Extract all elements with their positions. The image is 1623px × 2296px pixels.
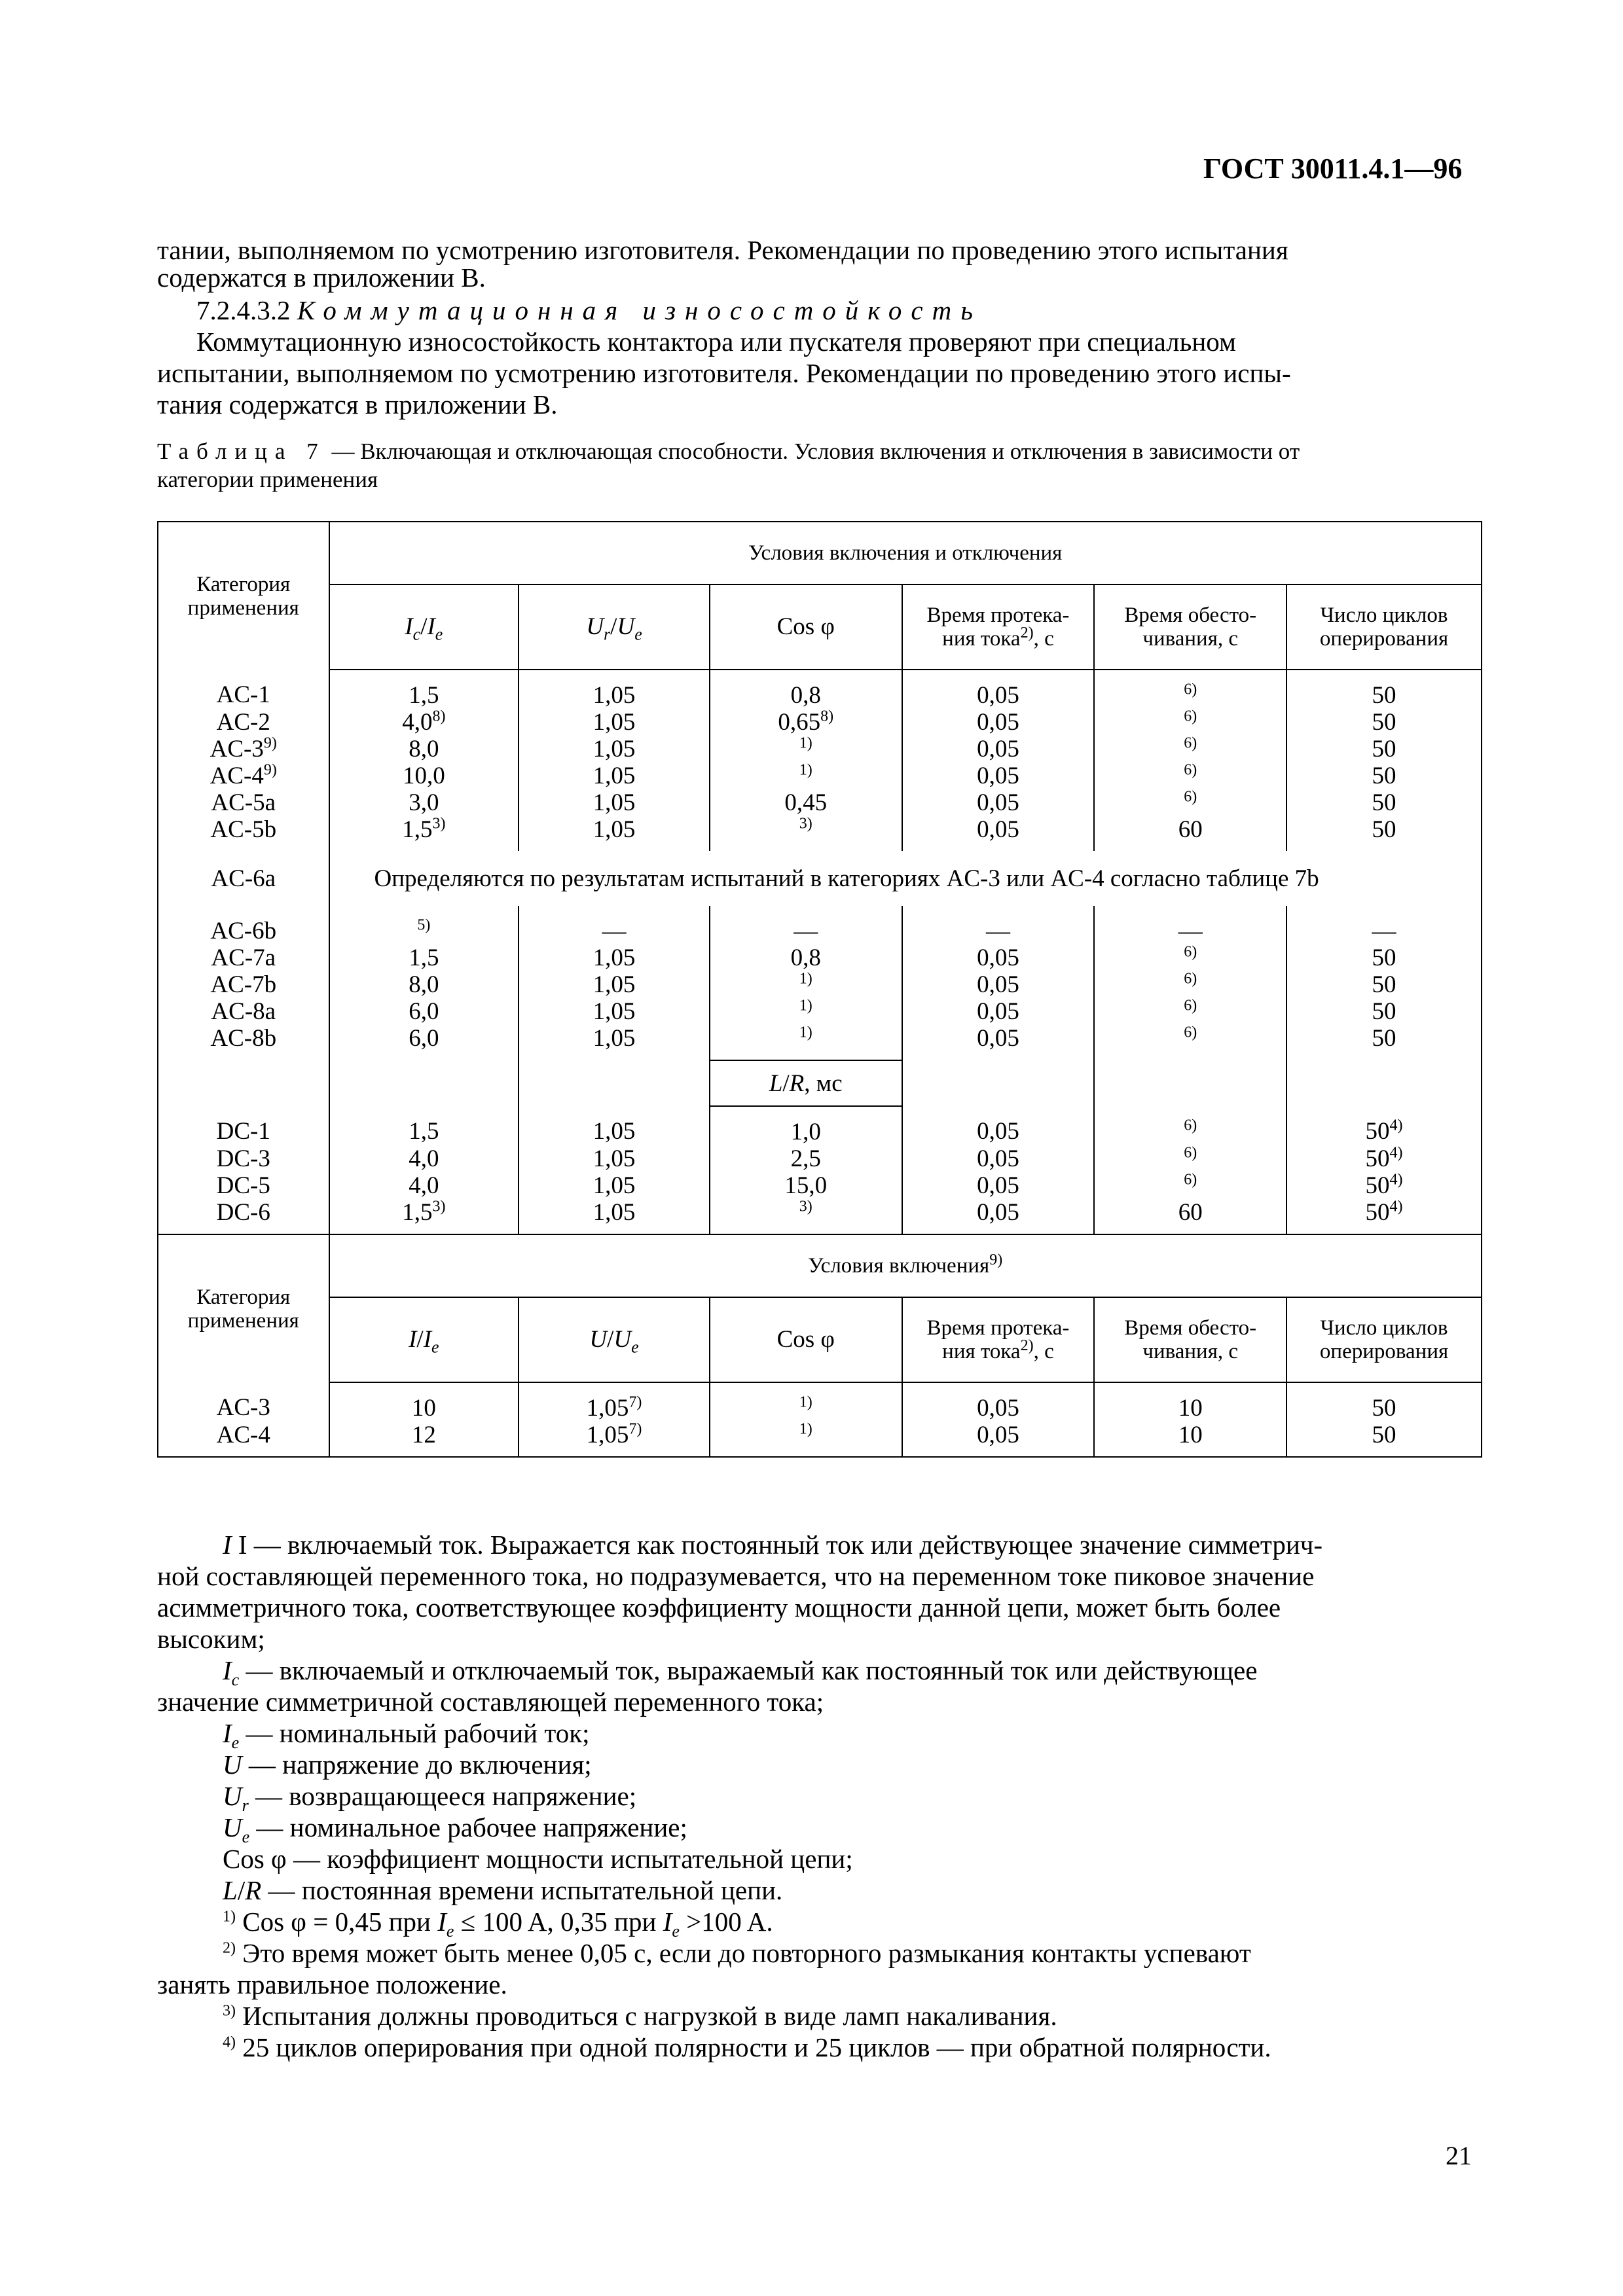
cell-current-ratio: 1,5$^{3)}$ <box>329 816 519 851</box>
intro-p2-line2: испытании, выполняемом по усмотрению изготовителя. Рекомендации по проведению этого испы- <box>157 358 1291 388</box>
col-header-ic-ie: $I_c/I_e$ <box>329 584 519 670</box>
category-header-2: Категория применения <box>158 1234 329 1382</box>
cell-current-ratio: 4,0 <box>329 1145 519 1172</box>
cell-recovery: 6) <box>1094 1145 1286 1172</box>
cell-recovery: 10 <box>1094 1382 1286 1422</box>
cell-time: 0,05 <box>902 1199 1095 1234</box>
cell-recovery: 6) <box>1094 736 1286 762</box>
col-header-cycles: Число циклов оперирования <box>1286 584 1482 670</box>
legend-ic: $I_c$ — включаемый и отключаемый ток, выражаемый как постоянный ток или действующее <box>223 1655 1258 1690</box>
cell-recovery: 6) <box>1094 762 1286 789</box>
cell-cycles: 50$^{4)}$ <box>1286 1145 1482 1172</box>
cell-recovery: 6) <box>1094 789 1286 816</box>
cell-current-ratio: 4,0 <box>329 1172 519 1199</box>
intro-p2-line1: Коммутационную износостойкость контактора или пускателя проверяют при специальном <box>196 327 1236 357</box>
cell-recovery: 6) <box>1094 944 1286 971</box>
page-number: 21 <box>1446 2141 1472 2170</box>
cell-cos-or-lr: 0,8 <box>710 670 902 709</box>
table-row <box>158 1145 1482 1172</box>
cell-cos-or-lr: 1) <box>710 971 902 998</box>
table-row <box>158 1422 1482 1457</box>
cell-category: DC-1 <box>158 1106 329 1145</box>
cell-time: 0,05 <box>902 998 1095 1025</box>
cell-cos-or-lr: 1,0 <box>710 1106 902 1145</box>
cell-cycles: 50 <box>1286 998 1482 1025</box>
table-row-ac6a <box>158 851 1482 906</box>
cell-voltage-ratio: 1,05 <box>519 736 710 762</box>
legend-ur: $U_r$ — возвращающееся напряжение; <box>223 1781 637 1816</box>
section-number: 7.2.4.3.2 <box>196 295 291 325</box>
cell-voltage-ratio: 1,05 <box>519 1199 710 1234</box>
cell-cos-or-lr: — <box>710 906 902 944</box>
section-title: Коммутационная износостойкость <box>297 295 982 325</box>
table-caption-line1: — Включающая и отключающая способности. Условия включения и отключения в зависимости от <box>325 439 1300 464</box>
cell-category: DC-6 <box>158 1199 329 1234</box>
cell-voltage-ratio: 1,05 <box>519 1145 710 1172</box>
legend-ie: $I_e$ — номинальный рабочий ток; <box>223 1718 590 1753</box>
cell-time: 0,05 <box>902 971 1095 998</box>
cell-time: 0,05 <box>902 944 1095 971</box>
col-header-i-ie: $I/I_e$ <box>329 1297 519 1382</box>
cell-cos-or-lr: 1) <box>710 1382 902 1422</box>
cell-voltage-ratio: 1,05 <box>519 1106 710 1145</box>
cell-recovery: 6) <box>1094 998 1286 1025</box>
footnote-2-line2: занять правильное положение. <box>157 1969 507 2000</box>
cell-cos-or-lr: 1) <box>710 1025 902 1060</box>
table-row <box>158 998 1482 1025</box>
intro-p1-line2: содержатся в приложении В. <box>157 262 486 293</box>
cell-cycles: 50$^{4)}$ <box>1286 1172 1482 1199</box>
cell-current-ratio: 1,5$^{3)}$ <box>329 1199 519 1234</box>
cell-time: 0,05 <box>902 789 1095 816</box>
cell-category: DC-5 <box>158 1172 329 1199</box>
cell-category: AC-8a <box>158 998 329 1025</box>
category-header: Категория применения <box>158 522 329 670</box>
col-header-cos-2: Cos φ <box>710 1297 902 1382</box>
cell-current-ratio: 10 <box>329 1382 519 1422</box>
ac6a-note: Определяются по результатам испытаний в категориях AC-3 или AC-4 согласно таблице 7b <box>329 851 1482 906</box>
table-row <box>158 1106 1482 1145</box>
table-7 <box>157 521 1482 1458</box>
cell-recovery: 60 <box>1094 1199 1286 1234</box>
cell-voltage-ratio: 1,05 <box>519 998 710 1025</box>
cell-cycles: 50 <box>1286 789 1482 816</box>
table-row <box>158 1382 1482 1422</box>
cell-current-ratio: 1,5 <box>329 944 519 971</box>
cell-cycles: 50 <box>1286 736 1482 762</box>
footnote-2: $^{2)}$ Это время может быть менее 0,05 с, если до повторного размыкания контакты успевают <box>223 1938 1251 1968</box>
cell-cos-or-lr: 1) <box>710 762 902 789</box>
cell-category: AC-6b <box>158 906 329 944</box>
cell-voltage-ratio: 1,05 <box>519 816 710 851</box>
footnote-4: $^{4)}$ 25 циклов оперирования при одной полярности и 25 циклов — при обратной полярности. <box>223 2032 1271 2062</box>
cell-time: 0,05 <box>902 709 1095 736</box>
cell-time: 0,05 <box>902 1422 1095 1457</box>
cell-cos-or-lr: 15,0 <box>710 1172 902 1199</box>
footnote-3: $^{3)}$ Испытания должны проводиться с нагрузкой в виде ламп накаливания. <box>223 2001 1057 2031</box>
cell-cycles: 50 <box>1286 709 1482 736</box>
cell-category: AC-2 <box>158 709 329 736</box>
cell-cycles: 50 <box>1286 670 1482 709</box>
cell-category: AC-5a <box>158 789 329 816</box>
cell-recovery: 6) <box>1094 1172 1286 1199</box>
cell-category: AC-1 <box>158 670 329 709</box>
cell-time: 0,05 <box>902 1382 1095 1422</box>
cell-voltage-ratio: 1,05 <box>519 762 710 789</box>
cell-current-ratio: 1,5 <box>329 1106 519 1145</box>
cell-voltage-ratio: 1,05 <box>519 971 710 998</box>
table-caption-lead: Таблица 7 <box>157 439 326 464</box>
cell-recovery: 10 <box>1094 1422 1286 1457</box>
legend-i: I I — включаемый ток. Выражается как постоянный ток или действующее значение симметрич- <box>223 1530 1323 1560</box>
legend-ue: $U_e$ — номинальное рабочее напряжение; <box>223 1812 687 1847</box>
cell-voltage-ratio: 1,05 <box>519 944 710 971</box>
col-header-cycles-2: Число циклов оперирования <box>1286 1297 1482 1382</box>
cell-category: AC-4$^{9)}$ <box>158 762 329 789</box>
cell-cos-or-lr: 1) <box>710 1422 902 1457</box>
cell-current-ratio: 6,0 <box>329 1025 519 1060</box>
cell-voltage-ratio: 1,05$^{7)}$ <box>519 1422 710 1457</box>
table-row <box>158 670 1482 709</box>
intro-text <box>157 234 1480 420</box>
cell-cycles: 50 <box>1286 1422 1482 1457</box>
cell-current-ratio: 5) <box>329 906 519 944</box>
group2-header: Условия включения$^{9)}$ <box>329 1234 1482 1297</box>
legend-i-line3: асимметричного тока, соответствующее коэффициенту мощности данной цепи, может быть более <box>157 1592 1281 1623</box>
cell-cos-or-lr: 0,45 <box>710 789 902 816</box>
cell-recovery: 6) <box>1094 709 1286 736</box>
cell-recovery: 6) <box>1094 971 1286 998</box>
cell-cos-or-lr: 1) <box>710 736 902 762</box>
cell-time: 0,05 <box>902 762 1095 789</box>
cell-cycles: 50$^{4)}$ <box>1286 1106 1482 1145</box>
cell-cycles: 50 <box>1286 971 1482 998</box>
table-caption <box>157 437 1480 493</box>
cell-voltage-ratio: 1,05 <box>519 670 710 709</box>
legend-u: U — напряжение до включения; <box>223 1749 592 1780</box>
legend-cos: Cos φ — коэффициент мощности испытательной цепи; <box>223 1844 853 1874</box>
table-row <box>158 709 1482 736</box>
col-header-time-2: Время протека- ния тока$^{2)}$, с <box>902 1297 1095 1382</box>
legend-i-line4: высоким; <box>157 1624 265 1654</box>
cell-time: 0,05 <box>902 816 1095 851</box>
cell-current-ratio: 8,0 <box>329 736 519 762</box>
cell-current-ratio: 8,0 <box>329 971 519 998</box>
cell-recovery: 6) <box>1094 670 1286 709</box>
cell-current-ratio: 6,0 <box>329 998 519 1025</box>
cell-recovery: — <box>1094 906 1286 944</box>
cell-cycles: 50 <box>1286 944 1482 971</box>
cell-cos-or-lr: 3) <box>710 816 902 851</box>
footnote-1: $^{1)}$ Cos φ = 0,45 при $I_e \le 100$ A, 0,35 при $I_e >100$ A. <box>223 1907 773 1941</box>
cell-cos-or-lr: 2,5 <box>710 1145 902 1172</box>
cell-time: 0,05 <box>902 670 1095 709</box>
cell-cycles: 50 <box>1286 1025 1482 1060</box>
table-row <box>158 944 1482 971</box>
cell-category: AC-7a <box>158 944 329 971</box>
cell-category: AC-3 <box>158 1382 329 1422</box>
intro-p2-line3: тания содержатся в приложении В. <box>157 389 558 420</box>
cell-current-ratio: 3,0 <box>329 789 519 816</box>
cell-cos-or-lr: 1) <box>710 998 902 1025</box>
table-row <box>158 789 1482 816</box>
cell-cycles: 50 <box>1286 816 1482 851</box>
cell-category: AC-4 <box>158 1422 329 1457</box>
table-row <box>158 1025 1482 1060</box>
cell-current-ratio: 12 <box>329 1422 519 1457</box>
cell-cycles: 50$^{4)}$ <box>1286 1199 1482 1234</box>
document-code: ГОСТ 30011.4.1—96 <box>1203 152 1463 185</box>
col-header-u-ue: $U/U_e$ <box>519 1297 710 1382</box>
table-row <box>158 906 1482 944</box>
cell-voltage-ratio: 1,05 <box>519 709 710 736</box>
cell-recovery: 6) <box>1094 1106 1286 1145</box>
lr-header-row <box>158 1060 1482 1106</box>
legend-i-line2: ной составляющей переменного тока, но подразумевается, что на переменном токе пиковое значение <box>157 1561 1315 1591</box>
col-header-cos: Cos φ <box>710 584 902 670</box>
col-header-ur-ue: $U_r/U_e$ <box>519 584 710 670</box>
cell-category: AC-7b <box>158 971 329 998</box>
legend <box>157 1529 1480 2063</box>
cell-time: 0,05 <box>902 1025 1095 1060</box>
table-caption-line2: категории применения <box>157 467 378 492</box>
cell-current-ratio: 10,0 <box>329 762 519 789</box>
cell-time: 0,05 <box>902 1106 1095 1145</box>
table-row <box>158 971 1482 998</box>
cell-category: AC-3$^{9)}$ <box>158 736 329 762</box>
cell-recovery: 6) <box>1094 1025 1286 1060</box>
col-header-recovery-2: Время обесто- чивания, с <box>1094 1297 1286 1382</box>
cell-time: — <box>902 906 1095 944</box>
cell-cycles: 50 <box>1286 762 1482 789</box>
cell-category: AC-6a <box>158 851 329 906</box>
legend-lr: L/R — постоянная времени испытательной цепи. <box>223 1875 783 1905</box>
cell-cos-or-lr: 0,65$^{8)}$ <box>710 709 902 736</box>
group1-header: Условия включения и отключения <box>329 522 1482 584</box>
cell-time: 0,05 <box>902 736 1095 762</box>
cell-time: 0,05 <box>902 1145 1095 1172</box>
legend-ic-line2: значение симметричной составляющей переменного тока; <box>157 1687 824 1717</box>
table-row <box>158 1172 1482 1199</box>
cell-category: AC-8b <box>158 1025 329 1060</box>
table-row <box>158 736 1482 762</box>
cell-voltage-ratio: 1,05 <box>519 789 710 816</box>
cell-cos-or-lr: 3) <box>710 1199 902 1234</box>
table-row <box>158 762 1482 789</box>
col-header-lr: L/R, мс <box>710 1060 902 1106</box>
cell-time: 0,05 <box>902 1172 1095 1199</box>
cell-current-ratio: 1,5 <box>329 670 519 709</box>
cell-current-ratio: 4,0$^{8)}$ <box>329 709 519 736</box>
table-row <box>158 816 1482 851</box>
col-header-recovery: Время обесто- чивания, с <box>1094 584 1286 670</box>
intro-p1-line1: тании, выполняемом по усмотрению изготовителя. Рекомендации по проведению этого испытания <box>157 235 1288 265</box>
cell-category: DC-3 <box>158 1145 329 1172</box>
col-header-time: Время протека- ния тока$^{2)}$, с <box>902 584 1095 670</box>
cell-voltage-ratio: 1,05$^{7)}$ <box>519 1382 710 1422</box>
cell-voltage-ratio: 1,05 <box>519 1025 710 1060</box>
table-row <box>158 1199 1482 1234</box>
section-heading <box>196 295 982 327</box>
cell-cycles: — <box>1286 906 1482 944</box>
cell-category: AC-5b <box>158 816 329 851</box>
cell-voltage-ratio: — <box>519 906 710 944</box>
cell-voltage-ratio: 1,05 <box>519 1172 710 1199</box>
cell-cycles: 50 <box>1286 1382 1482 1422</box>
cell-recovery: 60 <box>1094 816 1286 851</box>
cell-cos-or-lr: 0,8 <box>710 944 902 971</box>
